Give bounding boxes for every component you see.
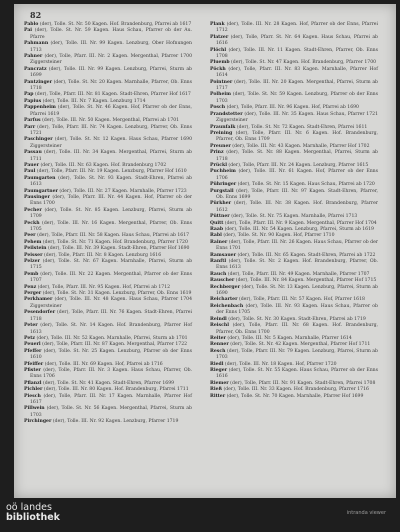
entry-text: (der), Tolle, Pfarr. III. Nr. 9 Kagen. Mergenthal, Pfarrer Hof 1704 — [224, 220, 377, 226]
register-entry — [24, 54, 192, 67]
entry-name: Pointner — [210, 79, 233, 85]
entry-text: (der), Tolle. St. Nr. 85 Kagen. Lenzburg, Pfarrei, Sturm ab 1709 — [30, 207, 192, 220]
entry-text: (der), Tolle, Pfarr. III. Nr. 83 Kagen. Marnhalle, Pfarrer Hof 1614 — [216, 66, 378, 79]
entry-text: (der), Tolle, Pfarr. III. Nr. 17 Kagen. Marnhalle, Pfarrer Hof 1617 — [30, 393, 192, 405]
entry-name: Pecher — [24, 207, 42, 213]
entry-name: Parfus — [24, 118, 41, 124]
entry-name: Pirchinger — [24, 419, 52, 425]
entry-name: Reindl — [210, 316, 227, 322]
register-entry — [24, 406, 192, 419]
register-entry — [24, 419, 192, 425]
page-number: 82 — [30, 10, 42, 20]
entry-name: Polheim — [210, 92, 232, 98]
entry-text: (der), Tolle. III. Nr. 16 Kagen. Mergenthal, Pfarrer, Ob. Enns 1705 — [30, 220, 192, 232]
entry-name: Raab — [210, 227, 224, 232]
entry-name: Püttner — [210, 214, 230, 220]
entry-name: Preining — [210, 130, 233, 136]
entry-text: (der), Tolle. III. Nr. 61 Kagen. Hof, Pfarrer ob der Enns 1706 — [216, 169, 378, 181]
entry-text: (der), Tolle, Pfarr. III. Nr. 8 Kagen. Lenzburg 1616 — [43, 252, 162, 258]
entry-text: (der), Tolle. III. Nr. 52 Kagen. Marnhalle, Pfarrei, Sturm ab 1701 — [36, 335, 188, 341]
entry-name: Paumgarten — [24, 175, 56, 181]
entry-name: Prandstetter — [210, 111, 243, 117]
entry-name: Passau — [24, 150, 42, 156]
entry-name: Pausinger — [24, 194, 50, 200]
entry-name: Platzer — [210, 34, 229, 40]
entry-name: Pühringer — [210, 182, 237, 188]
viewer-credit[interactable]: intranda viewer — [346, 510, 386, 516]
entry-name: Plöchl — [210, 47, 227, 53]
entry-name: Pahmann — [24, 41, 49, 47]
entry-text: (der), Tolle. St. Nr. 41 Kagen. Stadt-Ehren, Pfarrer 1699 — [42, 380, 175, 386]
entry-name: Praunfalk — [210, 124, 236, 130]
entry-name: Pillwein — [24, 406, 45, 412]
register-entry — [24, 176, 192, 189]
register-entry — [210, 323, 378, 336]
entry-text: (der), Tolle. St. Nr. 31 Kagen. Lenzburg, Pfarrer, Ob. Enns 1619 — [42, 291, 192, 297]
entry-name: Peer — [24, 233, 36, 239]
entry-text: (der), Tolle, Pfarr. III. Nr. 79 Kagen. Lenzburg, Pfarrei, Sturm ab 1703 — [216, 348, 378, 361]
entry-name: Peckh — [24, 220, 40, 226]
entry-name: Peisser — [24, 252, 43, 258]
entry-text: (der), Tolle. III. Nr. 22 Kagen. Mergenthal, Pfarrer ob der Enns 1707 — [30, 271, 192, 284]
entry-text: (der), Tolle. St. Nr. 56 Kagen. Mergenthal, Pfarrei, Sturm ab 1703 — [30, 406, 192, 418]
entry-name: Ramsauer — [210, 252, 237, 258]
entry-text: (der), Tolle. St. Nr. 50 Kagen. Hof. Brandenburg, Pfarrei ab 1617 — [39, 22, 192, 27]
register-entry — [24, 272, 192, 285]
entry-text: (der), Tolle. St. Nr. 12 Kagen. Haus Schau, Pfarrer 1690 Ziggersteiner — [30, 137, 192, 149]
entry-text: (der), Tolle, Pfarr. III. Nr. 81 Kagen. Stadt-Ehren, Pfarrer Hof 1617 — [35, 92, 191, 98]
entry-text: (der), Tolle, Pfarr. III. Nr. 58 Kagen. Haus Schau, Pfarrei ab 1617 — [37, 233, 190, 239]
entry-text: (der), Tolle. St. Nr. 70 Kagen. Marnhalle, Pfarrer Hof 1699 — [226, 393, 364, 399]
entry-text: (der), Tolle, Pfarr. III. Nr. 97 Kagen. Stadt-Ehren, Pfarrer, Ob. Enns 1699 — [216, 188, 378, 200]
entry-name: Paschinger — [24, 137, 53, 143]
register-entry — [24, 125, 192, 138]
entry-name: Paumgartner — [24, 188, 58, 194]
viewer-footer-bar — [0, 500, 400, 532]
entry-text: (der), Tolle. III. Nr. 65 Kagen. Stadt-Ehren, Pfarrei ab 1722 — [237, 252, 376, 258]
register-entry — [210, 92, 378, 105]
register-entry — [24, 41, 192, 54]
entry-text: (der), Tolle, Pfarr. III. Nr. 91 Kagen. Stadt-Ehren, Pfarrei 1708 — [230, 380, 376, 386]
entry-name: Pichler — [24, 387, 43, 393]
entry-name: Posch — [210, 105, 226, 111]
register-entry — [210, 67, 378, 80]
register-entry — [24, 310, 192, 323]
entry-name: Resch — [210, 348, 226, 354]
entry-text: (der), Tolle, Pfarr. III. Nr. 6 Kagen. Hof. Brandenburg, Pfarrer, Ob. Enns 1709 — [216, 130, 378, 143]
entry-text: (der), Tolle. III. Nr. 35 Kagen. Haus Schau, Pfarrer 1721 Ziggersteiner — [216, 111, 378, 124]
entry-text: (der), Tolle. III. Nr. 99 Kagen. Lenzburg, Ober Hofnungen 1713 — [30, 41, 192, 53]
entry-name: Pfeiffer — [24, 361, 44, 367]
register-entry — [24, 323, 192, 336]
register-entry — [210, 240, 378, 253]
entry-text: (der), Tolle, Pfarr. III. Nr. 24 Kagen. Lenzburg, Pfarrer 1615 — [228, 162, 369, 168]
entry-name: Pelzer — [24, 259, 40, 265]
register-entry — [210, 48, 378, 61]
entry-text: (der), Tolle. St. Nr. 75 Kagen. Marnhalle, Pfarrei 1713 — [231, 214, 358, 220]
entry-text: (der), Tolle. St. Nr. 2 Kagen. Hof. Brandenburg, Pfarrer, Ob. Enns 1613 — [216, 259, 378, 271]
entry-text: (der), Tolle. St. Nr. 20 Kagen. Marnhalle, Pfarrer, Ob. Enns 1718 — [30, 79, 192, 92]
entry-text: (der), Tolle, Pfarr. St. Nr. 64 Kagen. Haus Schau, Pfarrei ab 1616 — [216, 34, 379, 47]
entry-name: Pauer — [24, 162, 39, 168]
entry-name: Pap — [24, 92, 34, 98]
register-entry — [24, 80, 192, 93]
entry-text: (der), Tolle. III. Nr. 28 Kagen. Hof, Pfarrer ob der Enns, Pfarrei 1712 — [216, 22, 378, 34]
entry-text: (der), Tolle. St. Nr. 30 Kagen. Stadt-Ehren, Pfarrei ab 1719 — [228, 316, 366, 322]
entry-text: (der), Tolle. III. Nr. 63 Kagen. Hof. Brandenburg 1702 — [40, 162, 167, 168]
entry-name: Rabl — [210, 233, 222, 239]
entry-text: (der), Tolle. III. Nr. 92 Kagen. Lenzburg, Pfarrer 1719 — [52, 419, 179, 425]
entry-text: (der), Tolle, Pfarr. III. Nr. 2 Kagen. Mergenthal, Pfarrer 1700 Ziggersteiner — [30, 54, 192, 66]
register-entry — [210, 259, 378, 272]
register-entry — [210, 285, 378, 298]
register-entry — [210, 150, 378, 163]
register-entry — [210, 22, 378, 35]
scanned-page — [14, 4, 396, 498]
register-entry — [24, 394, 192, 407]
right-column — [210, 22, 378, 400]
register-entry — [210, 169, 378, 182]
register-entry — [24, 105, 192, 118]
entry-text: (der), Tolle. III. Nr. 38 Kagen. Hof. Brandenburg, Pfarrer 1612 — [216, 201, 378, 213]
register-entry — [24, 67, 192, 80]
entry-name: Riemer — [210, 380, 229, 386]
entry-name: Peuerl — [24, 342, 41, 348]
entry-name: Pluemb — [210, 60, 230, 66]
entry-text: (der), Tolle. III. Nr. 54 Kagen. Lenzburg, Pfarrei, Sturm ab 1619 — [224, 227, 374, 232]
entry-text: (der), Tolle, Pfarr. III. Nr. 96 Kagen. Hof, Pfarrei ab 1690 — [226, 105, 359, 111]
entry-name: Puchheim — [210, 169, 236, 175]
entry-text: (der), Tolle. III. Nr. 99 Kagen. Lenzburg, Pfarrei, Sturm ab 1699 — [30, 66, 192, 79]
register-entry — [210, 131, 378, 144]
entry-name: Rauch — [210, 271, 227, 277]
entry-name: Papius — [24, 98, 42, 104]
entry-name: Pfeffer — [24, 348, 42, 354]
entry-text: (der), Tolle. St. Nr. 15 Kagen. Haus Schau, Pfarrei ab 1720 — [237, 182, 375, 188]
entry-name: Ranftl — [210, 259, 227, 265]
entry-text: (der), Tolle. St. Nr. 88 Kagen. Mergenthal, Pfarrei, Sturm ab 1718 — [216, 150, 379, 162]
register-entry — [210, 349, 378, 362]
entry-text: (der), Tolle. III. Nr. 5 Kagen. Marnhalle, Pfarrer 1614 — [227, 335, 352, 341]
entry-name: Rechberger — [210, 284, 240, 290]
entry-text: (der), Tolle. III. Nr. 84 Kagen. Mergenthal, Pfarrer Hof 1715 — [235, 278, 377, 284]
entry-text: (der), Tolle. St. Nr. 90 Kagen. Hof, Pfarrer 1710 — [223, 233, 335, 239]
register-entry — [24, 259, 192, 272]
register-entry — [24, 150, 192, 163]
register-entry — [24, 221, 192, 234]
entry-name: Prinz — [210, 150, 224, 156]
entry-name: Reiter — [210, 335, 226, 341]
entry-text: (der), Tolle. III. Nr. 80 Kagen. Hof. Brandenburg, Pfarrei 1711 — [43, 387, 189, 393]
entry-name: Pancratz — [24, 66, 47, 72]
register-entry — [210, 394, 378, 400]
left-column — [24, 22, 192, 426]
entry-name: Parr — [24, 124, 36, 130]
entry-text: (der), Tolle. III. Nr. 39 Kagen. Stadt-Ehren, Pfarrer Hof 1690 — [47, 246, 190, 252]
entry-name: Petz — [24, 335, 35, 341]
entry-name: Penz — [24, 284, 37, 290]
entry-name: Pesendorfer — [24, 310, 56, 316]
entry-text: (der), Tolle. III. Nr. 69 Kagen. Hof, Pfarrei ab 1716 — [44, 361, 163, 367]
register-entry — [24, 195, 192, 208]
entry-text: (der), Tolle, Pfarr. III. Nr. 3 Kagen. Haus Schau, Pfarrer, Ob. Enns 1706 — [30, 367, 192, 380]
entry-text: (der), Tolle. III. Nr. 50 Kagen. Mergenthal, Pfarrei ab 1701 — [42, 118, 180, 124]
entry-name: Reischl — [210, 323, 229, 329]
entry-text: (der), Tolle. III. Nr. 43 Kagen. Marnhalle, Pfarrer Hof 1702 — [232, 143, 370, 149]
entry-text: (der), Tolle. III. Nr. 18 Kagen. Hof, Pfarrer 1720 — [224, 361, 337, 367]
entry-name: Pemb — [24, 271, 39, 277]
entry-name: Pai — [24, 28, 33, 34]
entry-text: (der), Tolle, Pfarr. III. Nr. 57 Kagen. Hof, Pfarrer 1618 — [238, 297, 365, 303]
entry-name: Peter — [24, 323, 38, 329]
entry-text: (der), Tolle, Pfarr. III. Nr. 87 Kagen. Mergenthal, Pfarrer 1722 — [42, 342, 188, 348]
entry-text: (der), Tolle. St. Nr. 14 Kagen. Hof. Brandenburg, Pfarrer Hof 1613 — [30, 323, 192, 335]
entry-text: (der), Tolle. III. Nr. 20 Kagen. Mergenthal, Pfarrei, Sturm ab 1717 — [216, 79, 378, 92]
entry-name: Pahner — [24, 54, 43, 60]
register-entry — [24, 349, 192, 362]
entry-name: Prückl — [210, 162, 227, 168]
entry-name: Pablo — [24, 22, 39, 27]
entry-text: (der), Tolle. St. Nr. 46 Kagen. Hof, Pfarrer ob der Enns, Pfarrei 1619 — [30, 105, 192, 117]
logo-line-2: bibliothek — [6, 512, 60, 523]
library-logo[interactable] — [6, 503, 60, 523]
entry-text: (der), Tolle, Pfarr. III. Nr. 19 Kagen. Lenzburg, Pfarrer Hof 1610 — [36, 169, 187, 175]
entry-text: (der), Tolle. III. Nr. 34 Kagen. Mergenthal, Pfarrei, Sturm ab 1711 — [30, 150, 192, 162]
entry-text: (der), Tolle. St. Nr. 42 Kagen. Mergenthal, Pfarrer Hof 1711 — [230, 342, 371, 348]
entry-name: Riedl — [210, 361, 224, 367]
entry-text: (der), Tolle. St. Nr. 25 Kagen. Lenzburg, Pfarrer ob der Enns 1610 — [30, 348, 192, 361]
entry-text: (der), Tolle, Pfarr. III. Nr. 44 Kagen. Hof, Pfarrer ob der Enns 1700 — [30, 194, 192, 207]
register-entry — [24, 137, 192, 150]
entry-name: Reicharter — [210, 297, 238, 303]
entry-name: Paul — [24, 169, 36, 175]
register-entry — [210, 80, 378, 93]
entry-name: Quitt — [210, 220, 224, 226]
register-entry — [24, 368, 192, 381]
entry-text: (der), Tolle. St. Nr. 59 Kagen. Lenzburg, Pfarrer ob der Enns 1703 — [216, 92, 378, 104]
entry-text: (der), Tolle, Pfarr. III. Nr. 76 Kagen. Stadt-Ehren, Pfarrei 1718 — [30, 310, 192, 322]
entry-name: Plank — [210, 22, 225, 27]
entry-name: Pantzinger — [24, 79, 53, 85]
register-entry — [24, 208, 192, 221]
register-entry — [210, 201, 378, 214]
entry-name: Rieß — [210, 387, 222, 393]
entry-text: (der), Tolle. St. Nr. 67 Kagen. Marnhalle, Pfarrei, Sturm ab 1715 — [30, 259, 193, 271]
register-entry — [210, 304, 378, 317]
entry-name: Pfister — [24, 367, 41, 373]
entry-name: Peilstein — [24, 246, 47, 252]
entry-text: (der), Tolle. St. Nr. 93 Kagen. Stadt-Ehren, Pfarrei ab 1613 — [30, 175, 192, 188]
register-entry — [24, 297, 192, 310]
entry-text: (der), Tolle, Pfarr. III. Nr. 74 Kagen. Lenzburg, Pfarrer, Ob. Enns 1721 — [30, 124, 192, 136]
entry-name: Rauscher — [210, 278, 235, 284]
entry-name: Pürkher — [210, 201, 232, 207]
entry-text: (der), Tolle. III. Nr. 11 Kagen. Stadt-Ehren, Pfarrer, Ob. Enns 1708 — [216, 47, 378, 60]
entry-name: Piesch — [24, 393, 41, 399]
entry-text: (der), Tolle. III. Nr. 48 Kagen. Haus Schau, Pfarrer 1704 Ziggersteiner — [30, 297, 192, 309]
entry-name: Renner — [210, 342, 229, 348]
entry-text: (der), Tolle. III. Nr. 33 Kagen. Hof. Brandenburg, Pfarrer 1716 — [223, 387, 369, 393]
entry-text: (der), Tolle. St. Nr. 55 Kagen. Haus Schau, Pfarrer ob der Enns 1616 — [216, 367, 378, 380]
entry-name: Perkhamer — [24, 297, 53, 303]
entry-name: Pappenheim — [24, 105, 56, 111]
register-entry — [210, 368, 378, 381]
entry-text: (der), Tolle. III. Nr. 7 Kagen. Lenzburg 1714 — [42, 98, 146, 104]
entry-text: (der), Tolle. III. Nr. 93 Kagen. Haus Schau, Pfarrer ob der Enns 1705 — [216, 303, 378, 316]
entry-text: (der), Tolle, Pfarr. III. Nr. 49 Kagen. Marnhalle, Pfarrer 1707 — [227, 271, 370, 277]
register-entry — [210, 189, 378, 202]
register-entry — [210, 112, 378, 125]
entry-name: Pflanzl — [24, 380, 42, 386]
entry-text: (der), Tolle, Pfarr. III. Nr. 95 Kagen. Hof, Pfarrei ab 1712 — [37, 284, 171, 290]
entry-name: Pehem — [24, 239, 42, 245]
entry-text: (der), Tolle. III. Nr. 27 Kagen. Marnhalle, Pfarrer 1723 — [59, 188, 187, 194]
register-entry — [210, 35, 378, 48]
entry-name: Reichenbach — [210, 303, 244, 309]
entry-text: (der), Tolle. St. Nr. 47 Kagen. Hof. Brandenburg, Pfarrer 1700 — [231, 60, 377, 66]
entry-name: Perger — [24, 291, 42, 297]
entry-name: Pöckh — [210, 66, 226, 72]
entry-name: Ritter — [210, 393, 226, 399]
logo-line-1: oö landes — [6, 502, 52, 513]
entry-text: (der), Tolle, Pfarr. III. Nr. 68 Kagen. Hof. Brandenburg, Pfarrer, Ob. Enns 1700 — [216, 323, 378, 335]
entry-text: (der), Tolle. St. Nr. 72 Kagen. Stadt-Ehren, Pfarrei 1611 — [236, 124, 368, 130]
entry-name: Rainer — [210, 239, 228, 245]
entry-text: (der), Tolle, Pfarr. III. Nr. 26 Kagen. Haus Schau, Pfarrer ob der Enns 1701 — [216, 239, 378, 252]
entry-name: Rieger — [210, 367, 228, 373]
entry-name: Purgstall — [210, 188, 234, 194]
entry-name: Preuner — [210, 143, 231, 149]
entry-text: (der), Tolle. St. Nr. 13 Kagen. Lenzburg, Pfarrei, Sturm ab 1690 — [216, 284, 378, 297]
register-entry — [24, 28, 192, 41]
entry-text: (der), Tolle. St. Nr. 59 Kagen. Haus Schau, Pfarrer ob der Au. Pfarre — [30, 28, 192, 40]
entry-text: (der), Tolle. St. Nr. 71 Kagen. Hof. Brandenburg, Pfarrer 1720 — [42, 239, 188, 245]
